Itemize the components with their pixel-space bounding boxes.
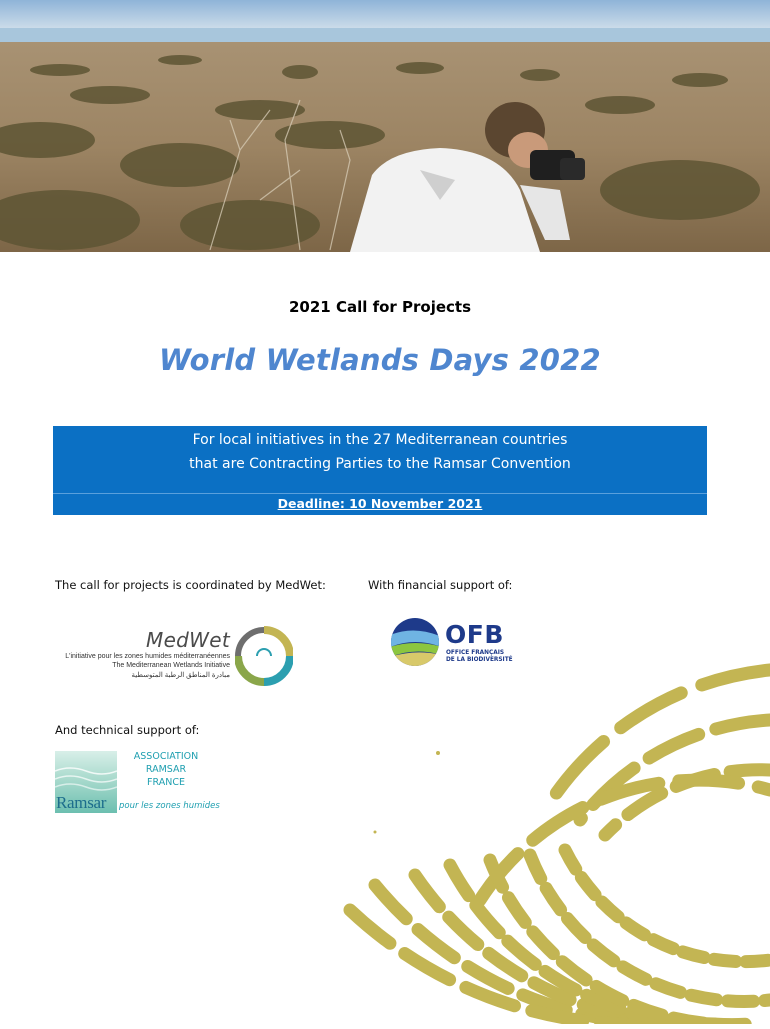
ramsar-logo-line-2: RAMSAR [145, 764, 187, 775]
banner-line-2: that are Contracting Parties to the Ramsar Convention [189, 456, 571, 472]
ramsar-france-logo [55, 751, 225, 817]
medwet-logo-name: MedWet [146, 628, 230, 652]
ramsar-logo-line-3: FRANCE [147, 777, 185, 788]
medwet-logo-line-3: مبادرة المناطق الرطبة المتوسطية [131, 672, 230, 679]
ramsar-logo-line-1: ASSOCIATION [133, 751, 199, 762]
info-banner [53, 426, 707, 515]
decorative-fingerprint [330, 660, 770, 1024]
ofb-logo-line-2: DE LA BIODIVERSITÉ [446, 657, 513, 663]
banner-divider [53, 493, 707, 494]
ramsar-logo-tagline: pour les zones humides [119, 801, 220, 811]
medwet-logo [48, 626, 293, 688]
medwet-logo-line-1: L'initiative pour les zones humides méditerranéennes [65, 653, 230, 660]
banner-line-1: For local initiatives in the 27 Mediterranean countries [192, 432, 568, 448]
page-title: World Wetlands Days 2022 [159, 343, 601, 377]
deadline-text: Deadline: 10 November 2021 [277, 496, 483, 511]
financial-support-label: With financial support of: [368, 578, 513, 592]
wetland-photo-illustration [0, 0, 770, 252]
ofb-logo-name: OFB [445, 620, 504, 649]
fingerprint-arcs-icon [330, 660, 770, 1024]
call-title: 2021 Call for Projects [288, 298, 472, 316]
hero-photo [0, 0, 770, 252]
coordination-label: The call for projects is coordinated by MedWet: [55, 578, 326, 592]
banner-text [53, 428, 707, 476]
ramsar-badge-text: Ramsar [56, 793, 107, 812]
ofb-logo-line-1: OFFICE FRANÇAIS [446, 650, 505, 656]
medwet-emblem-icon [235, 626, 293, 688]
medwet-logo-line-2: The Mediterranean Wetlands Initiative [112, 662, 230, 669]
technical-support-label: And technical support of: [55, 723, 200, 737]
